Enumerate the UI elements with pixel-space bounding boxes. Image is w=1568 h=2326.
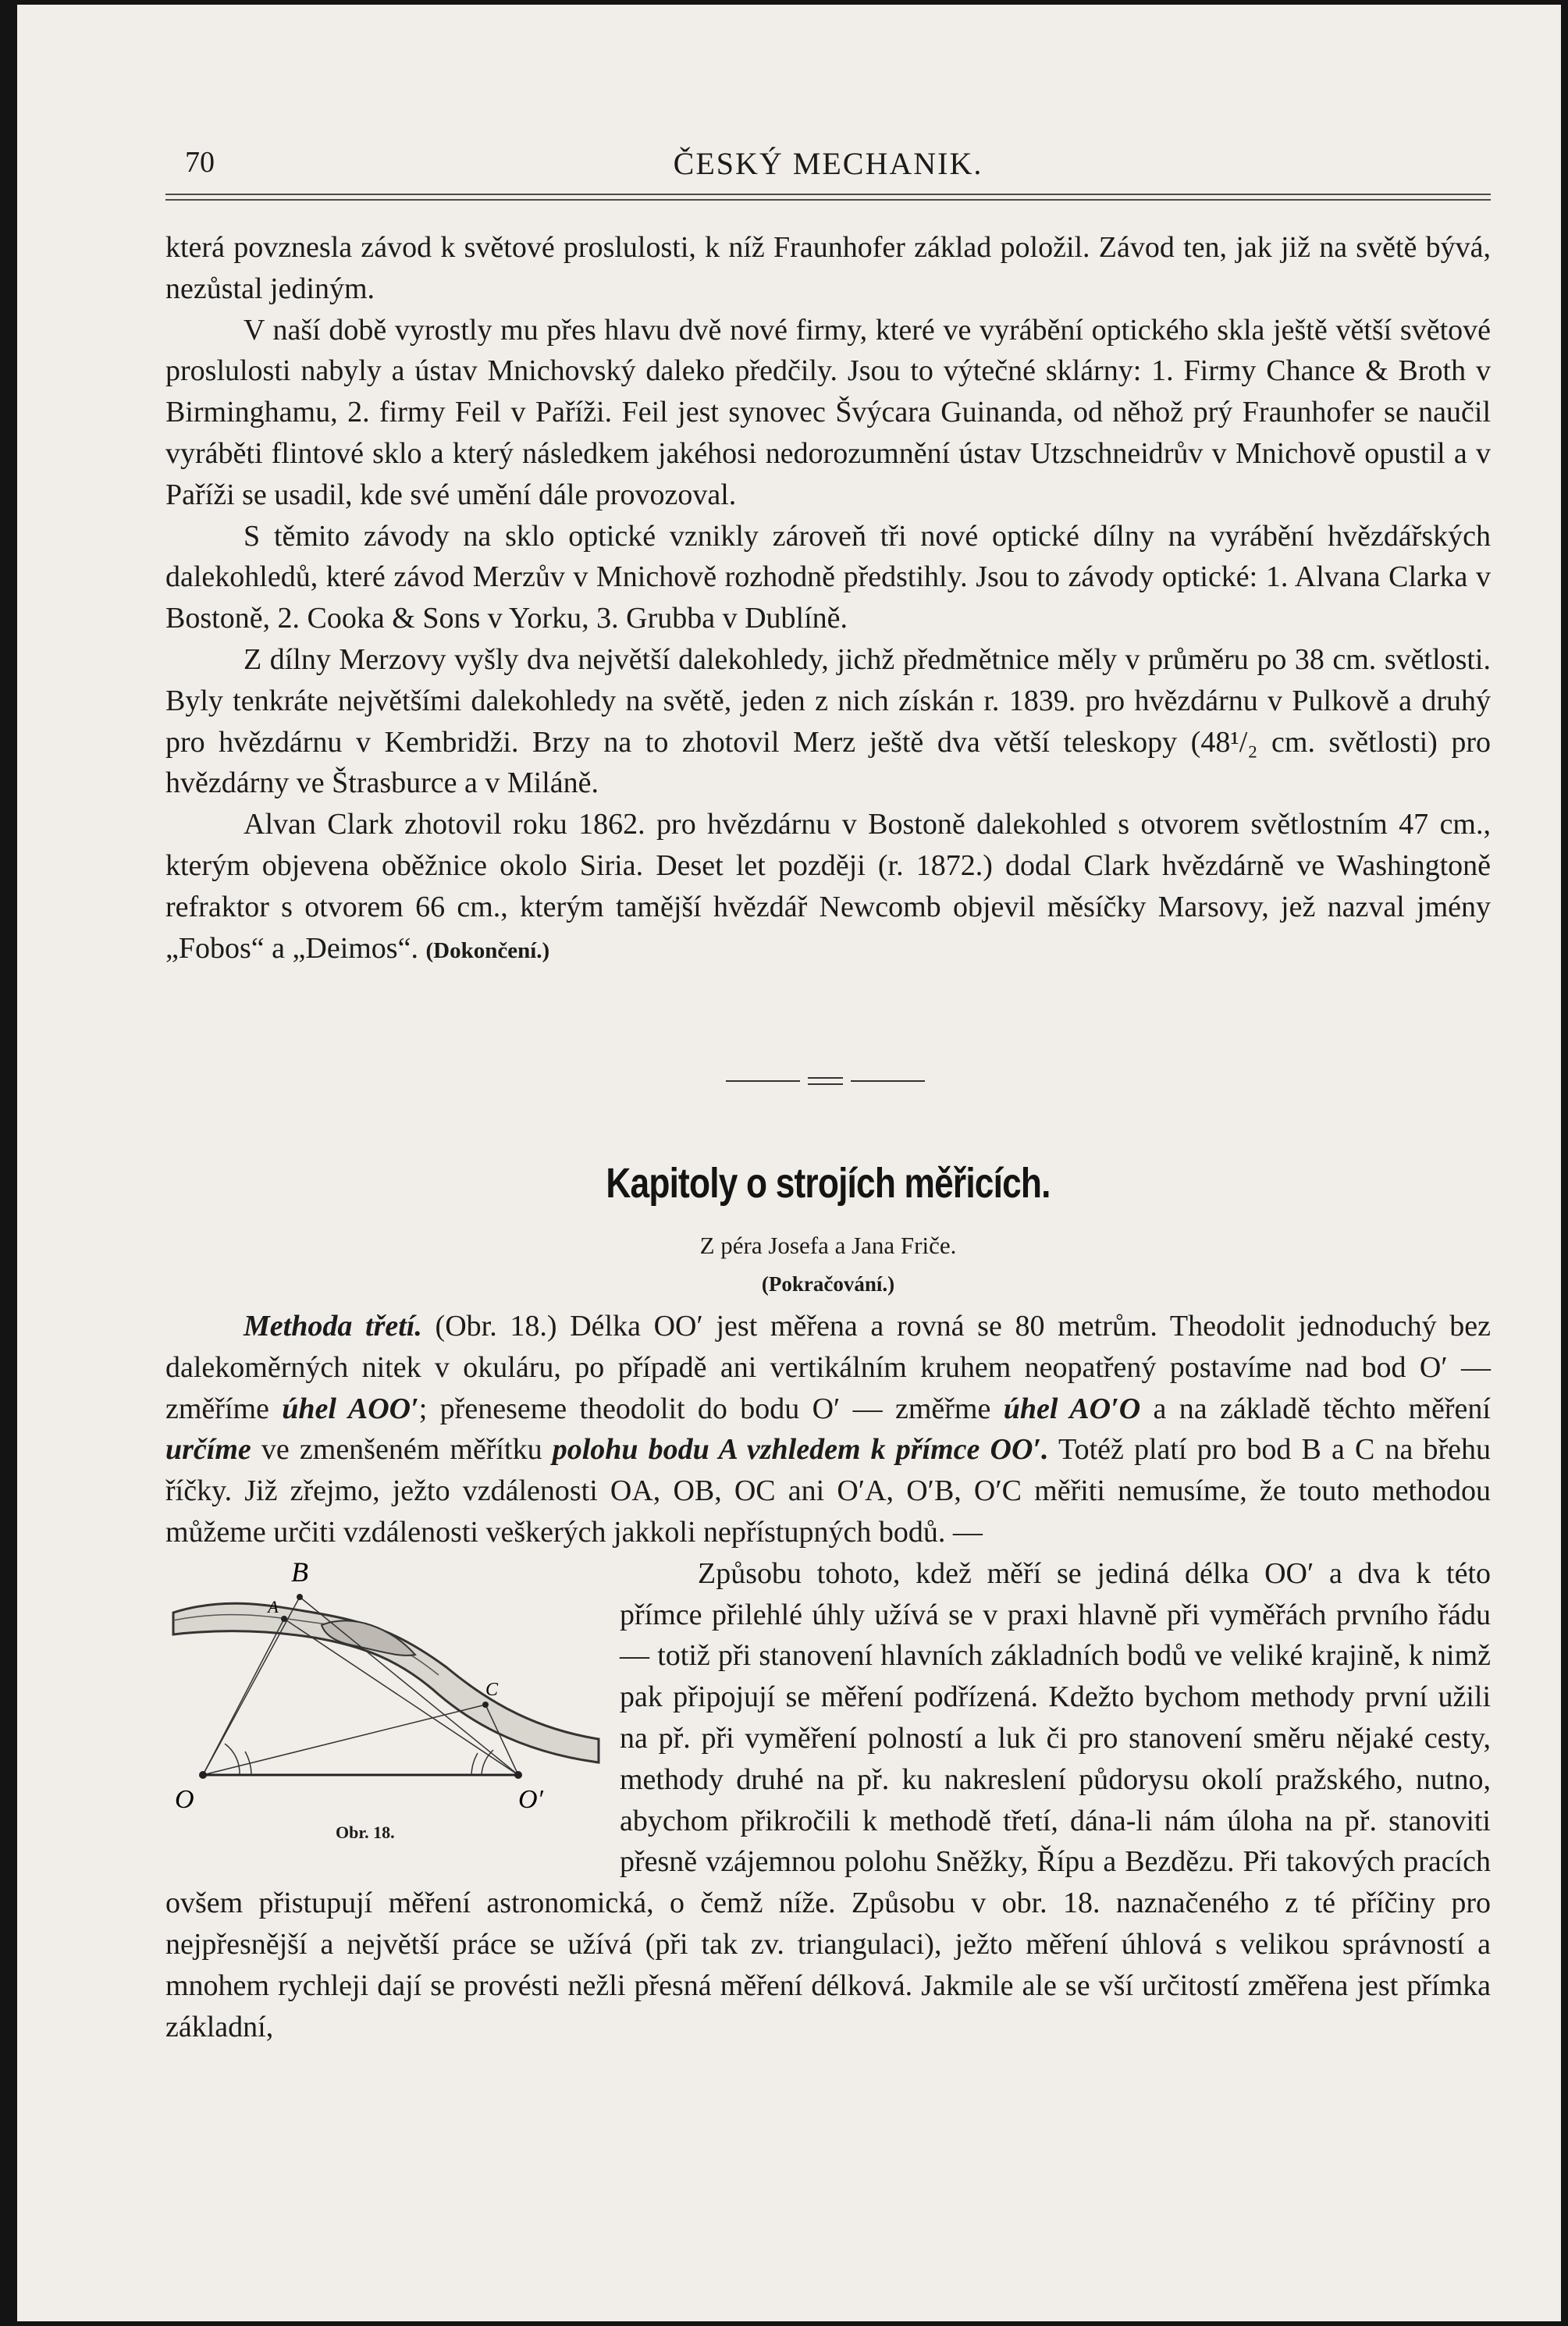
line-OC xyxy=(203,1705,485,1775)
method-lead: Methoda třetí. xyxy=(244,1310,422,1343)
paragraph: S těmito závody na sklo optické vznikly zároveň tři nové optické dílny na vyrábění hvězdářských dalekohledů, které závod Merzův v Mnichově rozhodně předstihly. Jsou to závody optické: 1. Alvana Clarka v Bostoně, 2. Cooka & Sons v Yorku, 3. Grubba v Dublíně. xyxy=(165,519,1491,635)
line-OA xyxy=(203,1619,284,1775)
label-b: B xyxy=(291,1557,308,1588)
page-header xyxy=(165,145,1491,200)
paragraph-text: Alvan Clark zhotovil roku 1862. pro hvězdárnu v Bostoně dalekohled s otvorem světlostním 47 cm., kterým objevena oběžnice okolo Siria. Deset let později (r. 1872.) dodal Clark hvězdárně ve Washingtoně refraktor s otvorem 66 cm., kterým tamější hvězdář Newcomb objevil měsíčky Marsovy, jež nazval jmény „Fobos“ a „Deimos“. xyxy=(165,808,1491,965)
running-title: ČESKÝ MECHANIK. xyxy=(673,146,983,181)
section-divider xyxy=(726,1077,925,1085)
paragraph-method-usage: Způsobu tohoto, kdež měří se jediná délka OO′ a dva k této přímce přilehlé úhly užívá se v praxi hlavně při vyměřách prvního řádu — totiž při stanovení hlavních základních bodů ve veliké krajině, k nimž pak připojují se měření podřízená. Kdežto bychom methody první užili na př. při vyměření polností a luk či pro stanovení směru nějaké cesty, methody druhé na př. ku nakreslení půdorysu okolí pražského, nutno, abychom přikročili k methodě třetí, dána-li nám úloha na př. stanoviti přesně vzájemnou polohu Sněžky, Řípu a Bezdězu. Při takových pracích ovšem přistupují měření astronomická, o čemž níže. Způsobu v obr. 18. naznačeného z té příčiny pro nejpřesnější a největší práce se užívá (při tak zv. triangulaci), ježto měření úhlová s velikou správností a mnohem rychleji dají se provésti nežli přesná měření délková. Jakmile ale se vší určitostí změřena jest přímka základní, xyxy=(165,1556,1491,2043)
paragraph-last xyxy=(165,804,1491,971)
paragraph: Z dílny Merzovy vyšly dva největší dalekohledy, jichž předmětnice měly v průměru po 38 cm. světlosti. Byly tenkráte největšími dalekohledy na světě, jeden z nich získán r. 1839. pro hvězdárnu v Pulkově a druhý pro hvězdárnu v Kembridži. Brzy na to zhotovil Merz ještě dva větší teleskopy (48¹/₂ cm. světlosti) pro hvězdárny ve Štrasburce a v Miláně. xyxy=(165,642,1491,800)
figure-caption: Obr. 18. xyxy=(336,1822,395,1842)
label-o: O xyxy=(175,1784,194,1814)
label-a: A xyxy=(268,1596,279,1616)
label-o-prime: O′ xyxy=(518,1784,543,1814)
continued-note: (Pokračování.) xyxy=(761,1272,895,1296)
paragraph: V naší době vyrostly mu přes hlavu dvě nové firmy, které ve vyrábění optického skla ještě větší světové proslulosti nabyly a ústav Mnichovský daleko předčily. Jsou to výtečné sklárny: 1. Firmy Chance & Broth v Birminghamu, 2. firmy Feil v Paříži. Feil jest synovec Švýcara Guinanda, od něhož prý Fraunhofer se naučil vyráběti flintové sklo a který následkem jakéhosi nedorozumnění ústav Utzschneidrův v Mnichově opustil a v Paříži se usadil, kde své umění dále provozoval. xyxy=(165,313,1491,511)
page-number: 70 xyxy=(185,146,215,179)
previous-article-text xyxy=(165,227,1491,971)
paragraph-method-three: Methoda třetí. (Obr. 18.) Délka OO′ jest měřena a rovná se 80 metrům. Theodolit jednoduchý bez dalekoměrných nitek v okuláru, po případě ani vertikálním kruhem neopatřený postavíme nad bod O′ — změříme úhel AOO′; přeneseme theodolit do bodu O′ — změřme úhel AO′O a na základě těchto měření určíme ve zmenšeném měřítku polohu bodu A vzhledem k přímce OO′. Totéž platí pro bod B a C na břehu říčky. Již zřejmo, ježto vzdálenosti OA, OB, OC ani O′A, O′B, O′C měřiti nemusíme, že touto methodou můžeme určiti vzdálenosti veškerých jakkoli nepřístupných bodů. — xyxy=(165,1310,1491,1549)
triangulation-diagram xyxy=(165,1558,604,1816)
label-c: C xyxy=(485,1679,499,1700)
river xyxy=(173,1603,599,1762)
article-title: Kapitoly o strojích měřicích. xyxy=(606,1160,1051,1207)
article-text xyxy=(165,1306,1491,2047)
header-rule xyxy=(165,194,1491,203)
byline: Z péra Josefa a Jana Friče. xyxy=(699,1232,957,1259)
closing-note: (Dokončení.) xyxy=(425,937,550,963)
paragraph: která povznesla závod k světové proslulosti, k níž Fraunhofer základ položil. Závod ten, jak již na světě bývá, nezůstal jediným. xyxy=(165,231,1491,305)
figure-triangulation xyxy=(165,1558,604,1842)
